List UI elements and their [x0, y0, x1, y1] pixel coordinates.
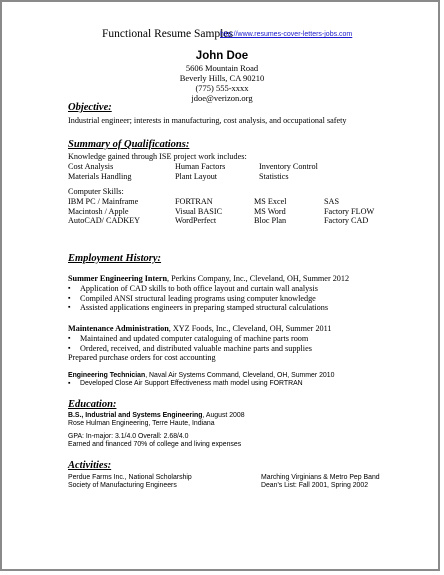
- computer-skills-label: Computer Skills:: [68, 187, 124, 196]
- computer-skills-row: [68, 197, 404, 207]
- contact-phone: (775) 555-xxxx: [195, 83, 249, 93]
- ise-skills-row: [68, 172, 339, 182]
- job-bullets: [68, 380, 303, 388]
- qualifications-intro: Knowledge gained through ISE project work includes:: [68, 152, 247, 161]
- activity-item: Marching Virginians & Metro Pep Band: [261, 474, 380, 481]
- contact-city: Beverly Hills, CA 90210: [179, 73, 265, 83]
- job-bullets: [68, 284, 328, 313]
- job-header: [68, 274, 349, 284]
- skill-item: FORTRAN: [175, 197, 213, 206]
- skill-item: MS Excel: [254, 197, 287, 206]
- qualifications-heading: Summary of Qualifications:: [68, 139, 190, 150]
- computer-skills-row: [68, 216, 404, 226]
- website-link[interactable]: http://www.resumes-cover-letters-jobs.com: [220, 31, 353, 38]
- computer-skills-grid: [68, 197, 404, 226]
- job-bullet: ▪ Compiled ANSI structural leading programs using computer knowledge: [68, 294, 328, 304]
- job-bullet: ▪ Maintained and updated computer cataloguing of machine parts room: [68, 334, 312, 344]
- job-bullet: ▪ Ordered, received, and distributed valuable machine parts and supplies: [68, 344, 312, 354]
- degree-date: , August 2008: [202, 412, 245, 419]
- activities-right: [261, 474, 380, 490]
- page-title: Functional Resume Samples: [102, 28, 233, 40]
- school-line: Rose Hulman Engineering, Terre Haute, Indiana: [68, 420, 215, 427]
- ise-skills-grid: [68, 162, 339, 181]
- skill-item: Materials Handling: [68, 171, 132, 181]
- skill-item: IBM PC / Mainframe: [68, 197, 139, 206]
- computer-skills-row: [68, 207, 404, 217]
- objective-heading: Objective:: [68, 102, 112, 113]
- skill-item: Factory FLOW: [324, 206, 375, 216]
- job-bullet: ▪ Application of CAD skills to both office layout and curtain wall analysis: [68, 284, 328, 294]
- contact-street: 5606 Mountain Road: [185, 63, 259, 73]
- job-bullet: ▪ Developed Close Air Support Effectiveness math model using FORTRAN: [68, 380, 303, 388]
- activities-left: [68, 474, 192, 490]
- skill-item: Bloc Plan: [254, 216, 287, 226]
- job-header: [68, 324, 332, 334]
- skill-item: Factory CAD: [324, 216, 369, 226]
- objective-text: Industrial engineer; interests in manufacturing, cost analysis, and occupational safety: [68, 116, 347, 125]
- job-details: , Perkins Company, Inc., Cleveland, OH, Summer 2012: [167, 274, 350, 283]
- employment-heading: Employment History:: [68, 253, 162, 264]
- job-details: , Naval Air Systems Command, Cleveland, OH, Summer 2010: [145, 372, 335, 379]
- activity-item: Perdue Farms Inc., National Scholarship: [68, 474, 192, 481]
- skill-item: WordPerfect: [175, 216, 217, 226]
- gpa-line: GPA: In-major: 3.1/4.0 Overall: 2.68/4.0: [68, 433, 189, 440]
- education-heading: Education:: [68, 399, 117, 410]
- degree-name: B.S., Industrial and Systems Engineering: [68, 412, 203, 419]
- job-title: Maintenance Administration: [68, 324, 169, 333]
- earned-line: Earned and financed 70% of college and living expenses: [68, 441, 242, 448]
- skill-item: Cost Analysis: [68, 162, 114, 171]
- job-extra-line: Prepared purchase orders for cost accounting: [68, 353, 216, 362]
- job-bullet: ▪ Assisted applications engineers in preparing stamped structural calculations: [68, 303, 328, 313]
- skill-item: Inventory Control: [259, 162, 318, 171]
- activity-item: Dean's List: Fall 2001, Spring 2002: [261, 482, 369, 490]
- degree-line: [68, 412, 245, 420]
- contact-block: [2, 49, 440, 103]
- ise-skills-row: [68, 162, 339, 172]
- skill-item: Statistics: [259, 171, 289, 181]
- job-title: Summer Engineering Intern: [68, 274, 168, 283]
- job-title: Engineering Technician: [68, 372, 146, 379]
- contact-email: jdoe@verizon.org: [191, 93, 253, 103]
- skill-item: Visual BASIC: [175, 206, 223, 216]
- activity-item: Society of Manufacturing Engineers: [68, 482, 177, 490]
- job-details: , XYZ Foods, Inc., Cleveland, OH, Summer 2011: [168, 324, 332, 333]
- skill-item: Plant Layout: [175, 171, 218, 181]
- candidate-name: John Doe: [195, 50, 249, 62]
- skill-item: Human Factors: [175, 162, 226, 171]
- job-header: [68, 372, 334, 380]
- skill-item: Macintosh / Apple: [68, 206, 129, 216]
- job-bullets: [68, 334, 312, 353]
- skill-item: MS Word: [254, 206, 286, 216]
- skill-item: SAS: [324, 197, 340, 206]
- activities-heading: Activities:: [68, 460, 112, 471]
- skill-item: AutoCAD/ CADKEY: [68, 216, 141, 226]
